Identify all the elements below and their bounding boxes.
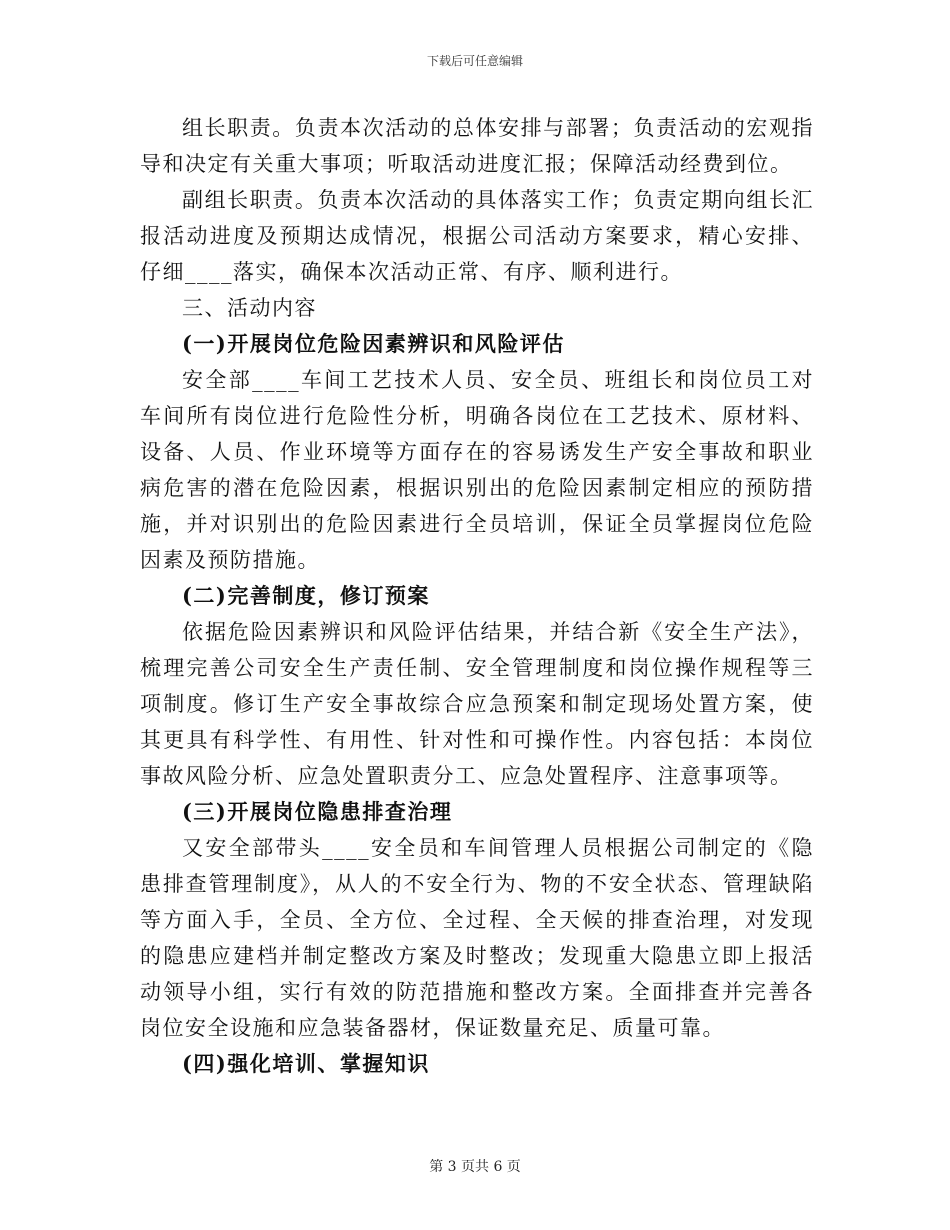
subheading-hazard-investigation: (三)开展岗位隐患排查治理 xyxy=(182,799,453,824)
subheading-training: (四)强化培训、掌握知识 xyxy=(182,1051,430,1076)
paragraph-leader-duties: 组长职责。负责本次活动的总体安排与部署；负责活动的宏观指导和决定有关重大事项；听取活动进度汇报；保障活动经费到位。 xyxy=(140,116,814,176)
paragraph-hazard-investigation: 又安全部带头____安全员和车间管理人员根据公司制定的《隐患排查管理制度》，从人的不安全行为、物的不安全状态、管理缺陷等方面入手，全员、全方位、全过程、全天候的排查治理，对发现的隐患应建档并制定整改方案及时整改；发现重大隐患立即上报活动领导小组，实行有效的防范措施和整改方案。全面排查并完善各岗位安全设施和应急装备器材，保证数量充足、质量可靠。 xyxy=(140,836,814,1040)
subheading-improve-system: (二)完善制度，修订预案 xyxy=(182,583,430,608)
page-header-note: 下载后可任意编辑 xyxy=(426,54,523,68)
paragraph-deputy-leader-duties: 副组长职责。负责本次活动的具体落实工作；负责定期向组长汇报活动进度及预期达成情况，根据公司活动方案要求，精心安排、仔细____落实，确保本次活动正常、有序、顺利进行。 xyxy=(140,188,814,284)
section-heading-activity-content: 三、活动内容 xyxy=(182,296,317,320)
paragraph-risk-assessment: 安全部____车间工艺技术人员、安全员、班组长和岗位员工对车间所有岗位进行危险性分析，明确各岗位在工艺技术、原材料、设备、人员、作业环境等方面存在的容易诱发生产安全事故和职业病危害的潜在危险因素，根据识别出的危险因素制定相应的预防措施，并对识别出的危险因素进行全员培训，保证全员掌握岗位危险因素及预防措施。 xyxy=(140,368,814,572)
document-body xyxy=(140,110,814,1082)
page-number: 第 3 页共 6 页 xyxy=(429,1159,521,1175)
paragraph-improve-system: 依据危险因素辨识和风险评估结果，并结合新《安全生产法》，梳理完善公司安全生产责任制、安全管理制度和岗位操作规程等三项制度。修订生产安全事故综合应急预案和制定现场处置方案，使其更具有科学性、有用性、针对性和可操作性。内容包括：本岗位事故风险分析、应急处置职责分工、应急处置程序、注意事项等。 xyxy=(140,620,814,788)
subheading-risk-assessment: (一)开展岗位危险因素辨识和风险评估 xyxy=(182,331,565,356)
